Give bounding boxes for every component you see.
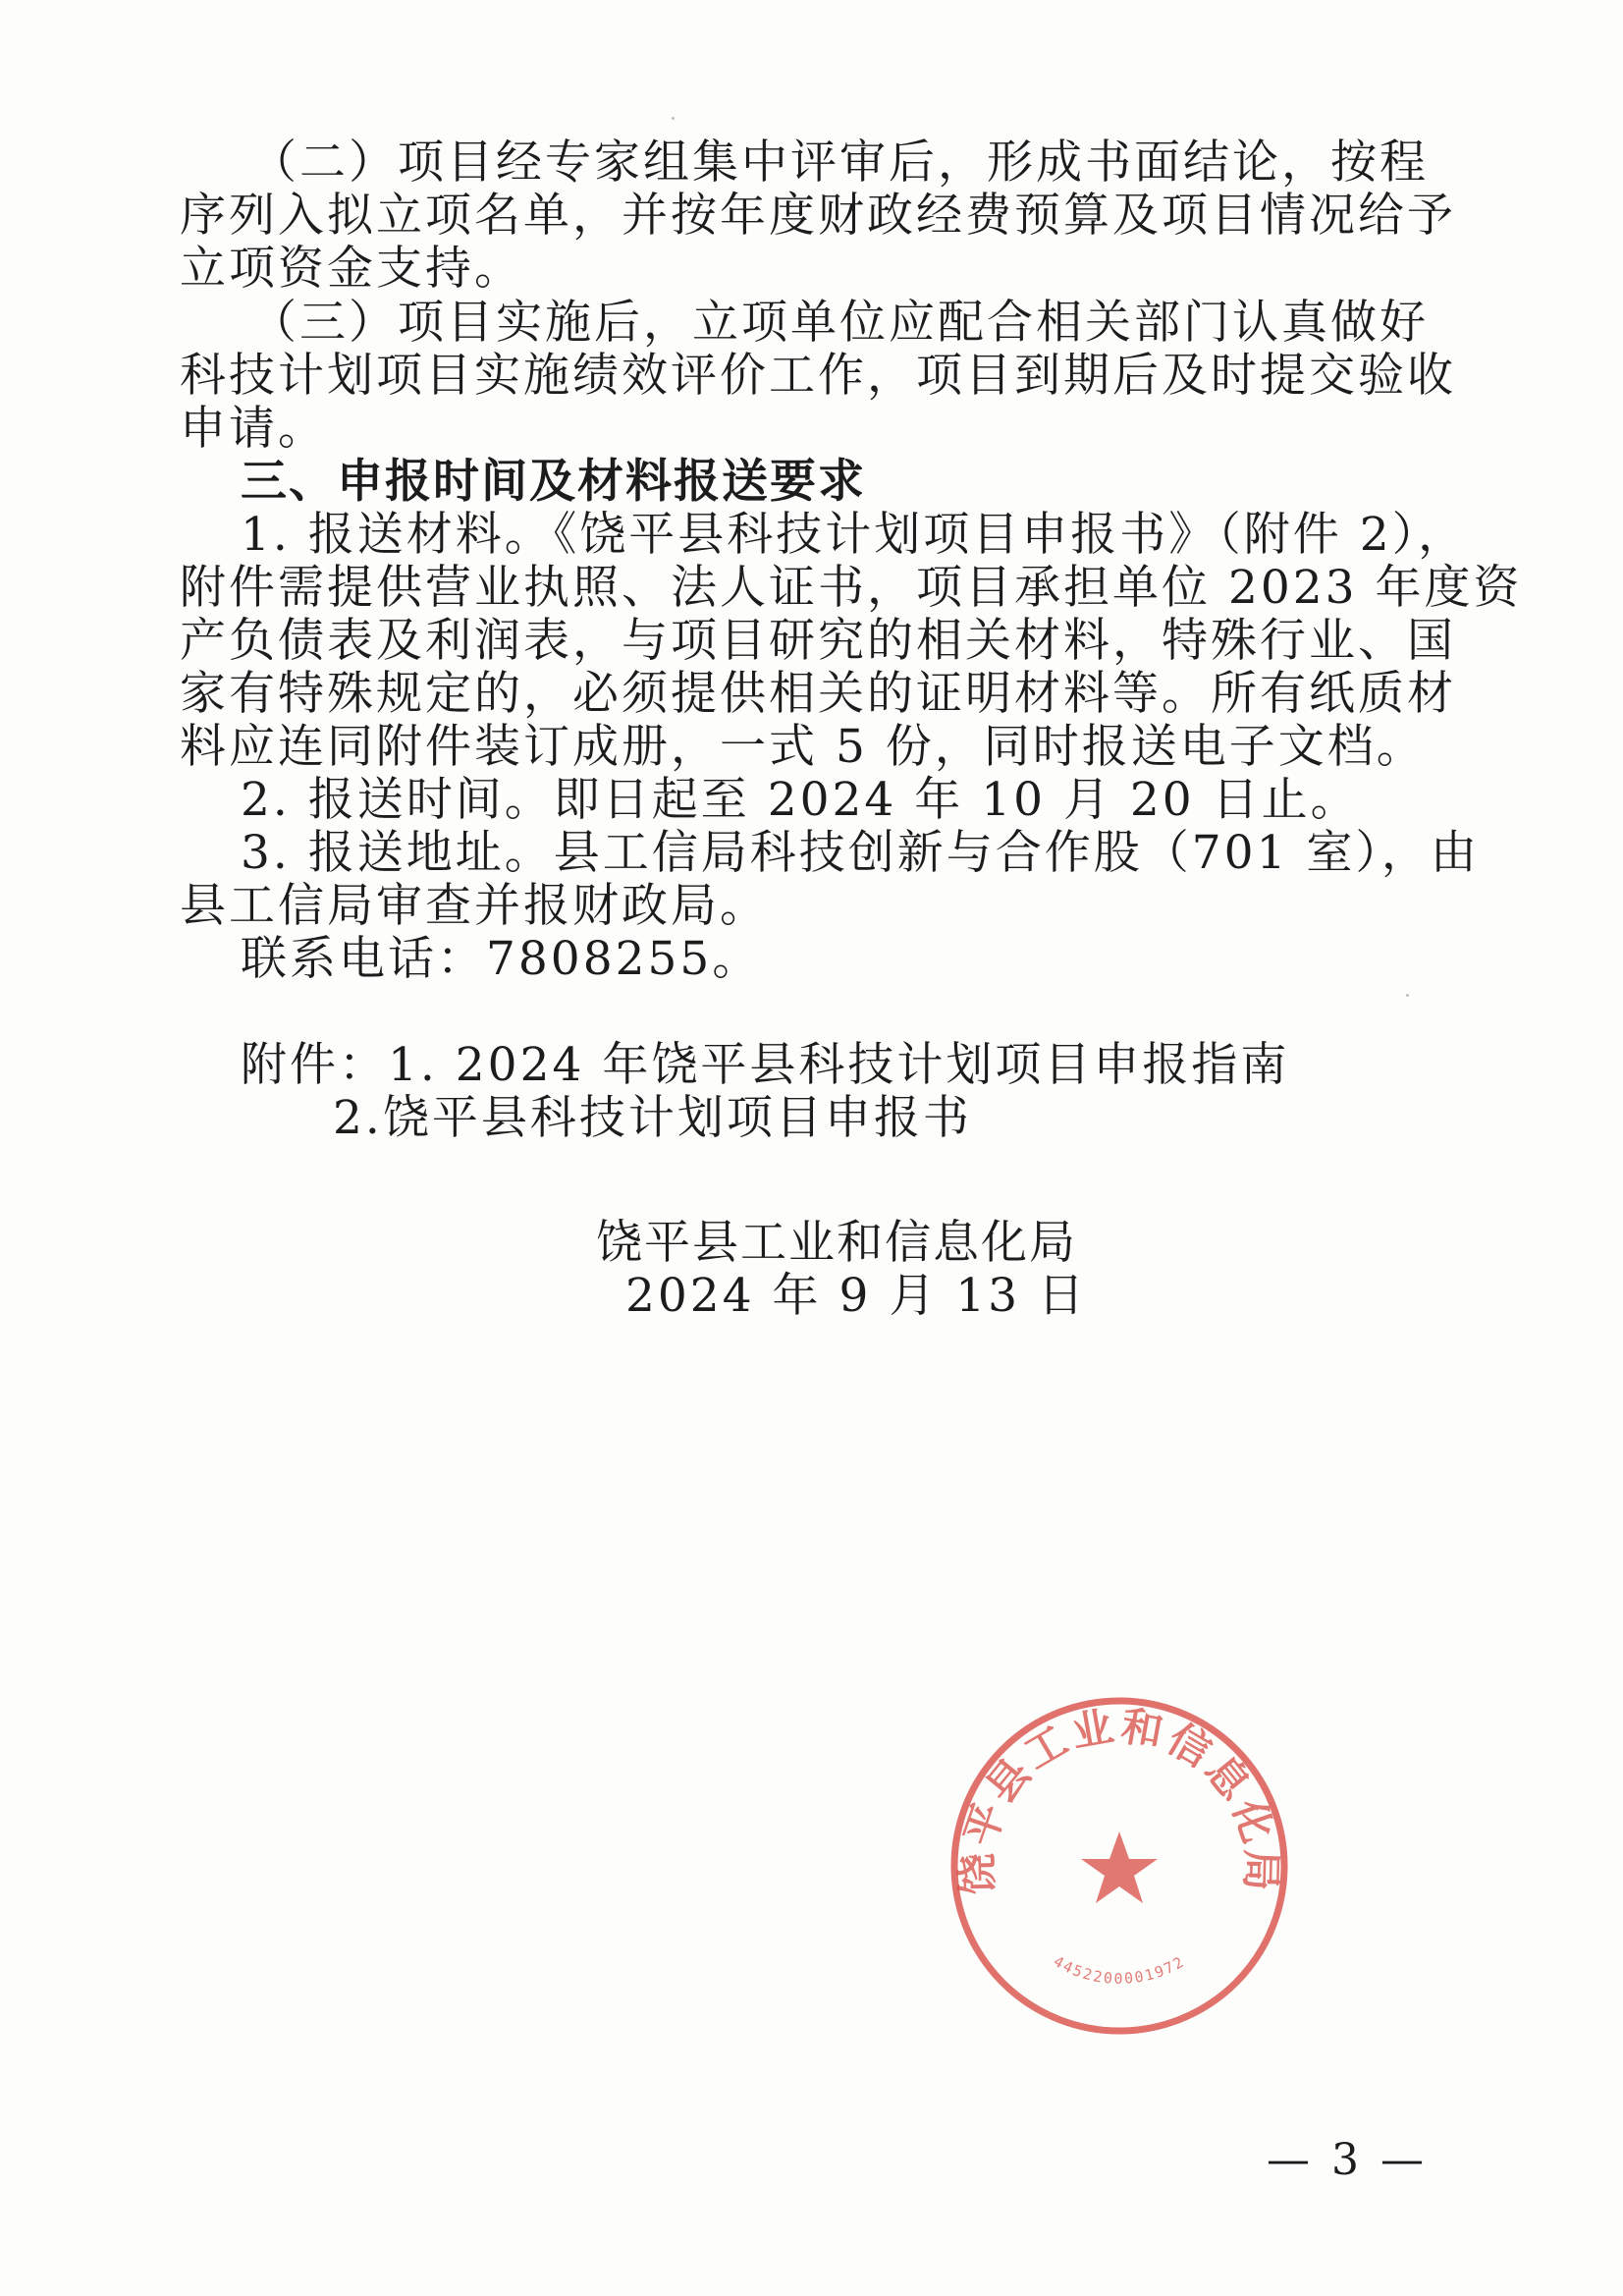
paragraph-2-line-1: （二）项目经专家组集中评审后，形成书面结论，按程	[250, 136, 1429, 190]
item-1-line-5: 料应连同附件装订成册，一式 5 份，同时报送电子文档。	[180, 720, 1426, 774]
seal-code: 4452200001972	[1050, 1952, 1189, 1988]
item-3-line-2: 县工信局审查并报财政局。	[180, 879, 769, 933]
item-1-line-3: 产负债表及利润表，与项目研究的相关材料，特殊行业、国	[180, 614, 1456, 668]
scan-speck	[1406, 994, 1409, 997]
paragraph-2-line-3: 立项资金支持。	[180, 242, 523, 296]
scan-speck	[672, 117, 675, 120]
item-1-line-4: 家有特殊规定的，必须提供相关的证明材料等。所有纸质材	[180, 667, 1456, 721]
item-1-line-1: 1. 报送材料。《饶平县科技计划项目申报书》（附件 2），	[241, 508, 1468, 562]
item-2-line: 2. 报送时间。即日起至 2024 年 10 月 20 日止。	[241, 773, 1360, 827]
item-3-line-1: 3. 报送地址。县工信局科技创新与合作股（701 室），由	[241, 826, 1480, 880]
attachment-line-1: 附件：1. 2024 年饶平县科技计划项目申报指南	[241, 1038, 1290, 1092]
official-seal-icon	[938, 1684, 1301, 2048]
signature-organization: 饶平县工业和信息化局	[596, 1216, 1077, 1270]
paragraph-3-line-1: （三）项目实施后，立项单位应配合相关部门认真做好	[250, 296, 1429, 350]
paragraph-3-line-3: 申请。	[180, 402, 327, 456]
svg-text:4452200001972	[1051, 1952, 1188, 1988]
item-1-line-2: 附件需提供营业执照、法人证书，项目承担单位 2023 年度资	[180, 561, 1523, 615]
contact-phone: 联系电话：7808255。	[241, 932, 762, 986]
paragraph-3-line-2: 科技计划项目实施绩效评价工作，项目到期后及时提交验收	[180, 349, 1456, 403]
paragraph-2-line-2: 序列入拟立项名单，并按年度财政经费预算及项目情况给予	[180, 189, 1456, 243]
seal-text: 饶平县工业和信息化局	[952, 1701, 1286, 1895]
signature-date: 2024 年 9 月 13 日	[625, 1269, 1088, 1323]
section-heading: 三、申报时间及材料报送要求	[241, 455, 866, 509]
attachment-line-2: 2.饶平县科技计划项目申报书	[333, 1091, 972, 1145]
page-number: — 3 —	[1267, 2135, 1428, 2185]
